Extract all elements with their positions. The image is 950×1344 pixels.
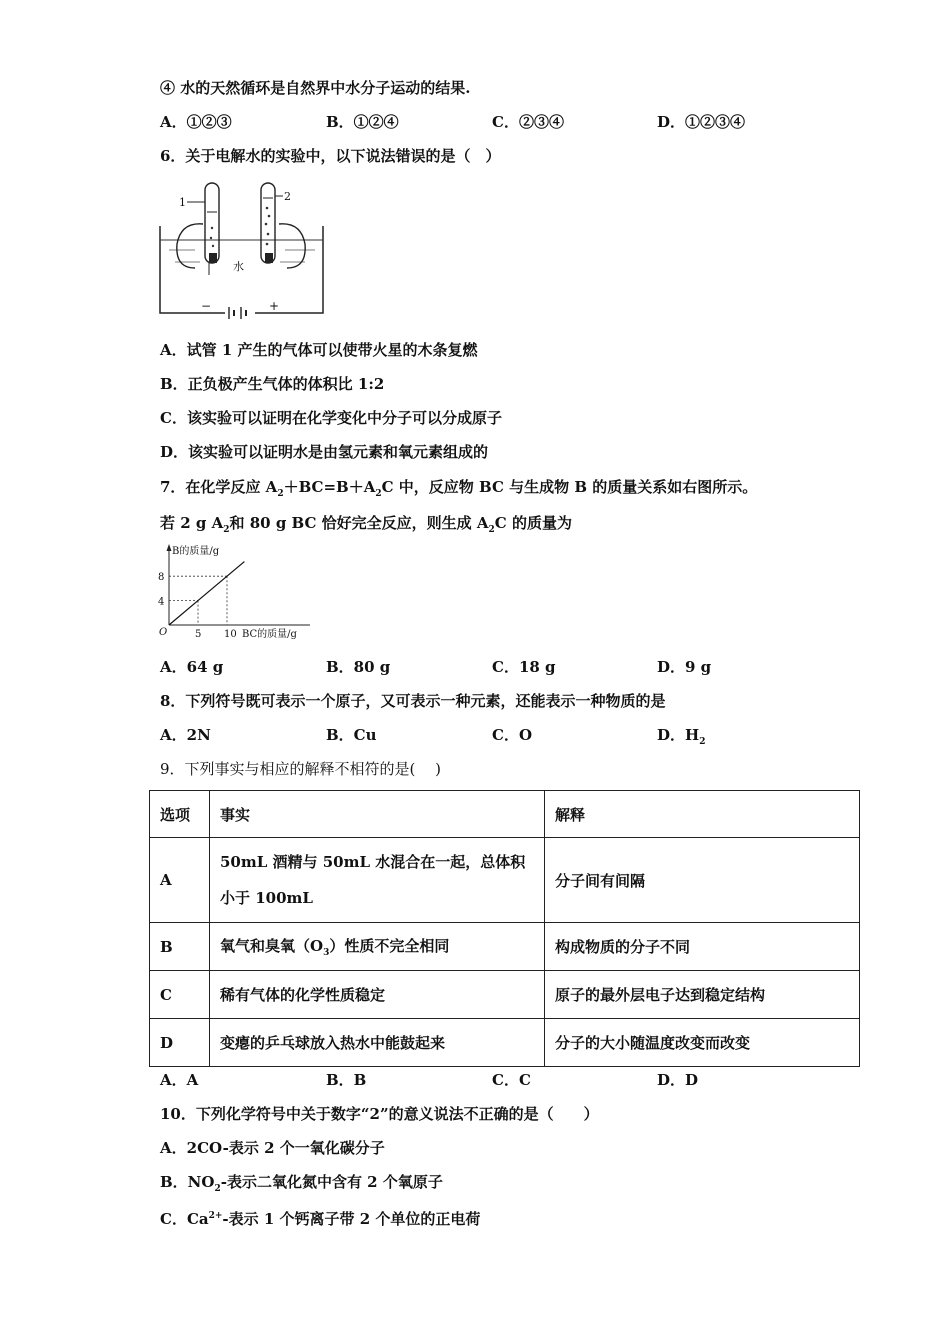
row-explain: 构成物质的分子不同: [545, 923, 860, 971]
q8-option-b: B．Cu: [326, 726, 377, 744]
origin-label: O: [159, 627, 168, 638]
electrolysis-apparatus-figure: [155, 178, 330, 326]
row-option: B: [150, 923, 210, 971]
y-axis-label: B的质量/g: [172, 546, 220, 557]
x-tick-label: 10: [224, 629, 237, 640]
q7-option-a: A．64 g: [160, 658, 224, 676]
q10-option-b: B．$NO_2-$表示二氧化氮中含有 2 个氧原子: [160, 1173, 443, 1194]
row-option: C: [150, 971, 210, 1019]
q10-option-c: C．$Ca^{2+}-$表示 1 个钙离子带 2 个单位的正电荷: [160, 1210, 481, 1228]
q7-option-b: B．80 g: [326, 658, 391, 676]
q9-option-a: A．A: [160, 1071, 199, 1089]
y-axis-arrow: [167, 544, 172, 551]
table-row: [150, 838, 860, 923]
facts-table: [149, 790, 860, 1067]
row-explain: 原子的最外层电子达到稳定结构: [545, 971, 860, 1019]
q5-option-a: A．①②③: [160, 113, 232, 131]
minus-sign: −: [201, 299, 212, 313]
q9-option-d: D．D: [657, 1071, 699, 1089]
x-tick-label: 5: [195, 629, 202, 640]
table-row: [150, 1019, 860, 1067]
row-fact: 50mL 酒精与 50mL 水混合在一起，总体积 小于 100mL: [210, 838, 545, 923]
q6-option-c: C．该实验可以证明在化学变化中分子可以分成原子: [160, 409, 502, 427]
series-line: [169, 562, 244, 625]
tube2-label: 2: [284, 190, 291, 203]
q7-stem: 7．在化学反应 $A_2+BC=B+A_2C$ 中，反应物 BC 与生成物 B 的质量关系如右图所示。: [160, 478, 758, 499]
q9-stem: 9．下列事实与相应的解释不相符的是( ): [160, 760, 442, 778]
q8-option-d: D．$H_2$: [657, 726, 706, 747]
q9-option-b: B．B: [326, 1071, 367, 1089]
row-explain: 分子的大小随温度改变而改变: [545, 1019, 860, 1067]
q8-option-c: C．O: [492, 726, 533, 744]
q7-option-d: D．9 g: [657, 658, 712, 676]
q6-option-a: A．试管 1 产生的气体可以使带火星的木条复燃: [160, 341, 478, 359]
row-fact: 稀有气体的化学性质稳定: [210, 971, 545, 1019]
mass-relation-chart: [150, 542, 320, 642]
q6-option-d: D．该实验可以证明水是由氢元素和氧元素组成的: [160, 443, 489, 461]
q8-option-a: A．2N: [160, 726, 211, 744]
q6-stem: 6．关于电解水的实验中，以下说法错误的是（ ）: [160, 147, 501, 165]
row-fact: 变瘪的乒乓球放入热水中能鼓起来: [210, 1019, 545, 1067]
row-explain: 分子间有间隔: [545, 838, 860, 923]
table-row: [150, 971, 860, 1019]
q7-stem-line2: 若 2 g $A_2$和 80 g BC 恰好完全反应，则生成 $A_2C$ 的质量为: [160, 514, 572, 535]
row-option: A: [150, 838, 210, 923]
y-tick-label: 4: [158, 596, 165, 608]
q7-option-c: C．18 g: [492, 658, 556, 676]
table-header-row: [150, 791, 860, 838]
q5-item4: ④ 水的天然循环是自然界中水分子运动的结果.: [160, 79, 471, 97]
q5-option-d: D．①②③④: [657, 113, 746, 131]
header-option: 选项: [150, 791, 210, 838]
row-option: D: [150, 1019, 210, 1067]
q10-stem: 10．下列化学符号中关于数字“2”的意义说法不正确的是（ ）: [160, 1105, 599, 1123]
q5-option-b: B．①②④: [326, 113, 399, 131]
q8-stem: 8．下列符号既可表示一个原子，又可表示一种元素，还能表示一种物质的是: [160, 692, 666, 710]
header-explain: 解释: [545, 791, 860, 838]
water-label: 水: [233, 260, 244, 273]
tube1-label: 1: [179, 196, 186, 209]
y-tick-label: 8: [158, 572, 165, 584]
q6-option-b: B．正负极产生气体的体积比 1:2: [160, 375, 385, 393]
q10-option-a: A．2CO-表示 2 个一氧化碳分子: [160, 1139, 385, 1157]
table-row: [150, 923, 860, 971]
header-fact: 事实: [210, 791, 545, 838]
q9-option-c: C．C: [492, 1071, 531, 1089]
row-fact: 氧气和臭氧$(O_3)$性质不完全相同: [210, 923, 545, 971]
plus-sign: +: [269, 299, 280, 313]
x-axis-label: BC的质量/g: [242, 629, 297, 640]
q5-option-c: C．②③④: [492, 113, 564, 131]
